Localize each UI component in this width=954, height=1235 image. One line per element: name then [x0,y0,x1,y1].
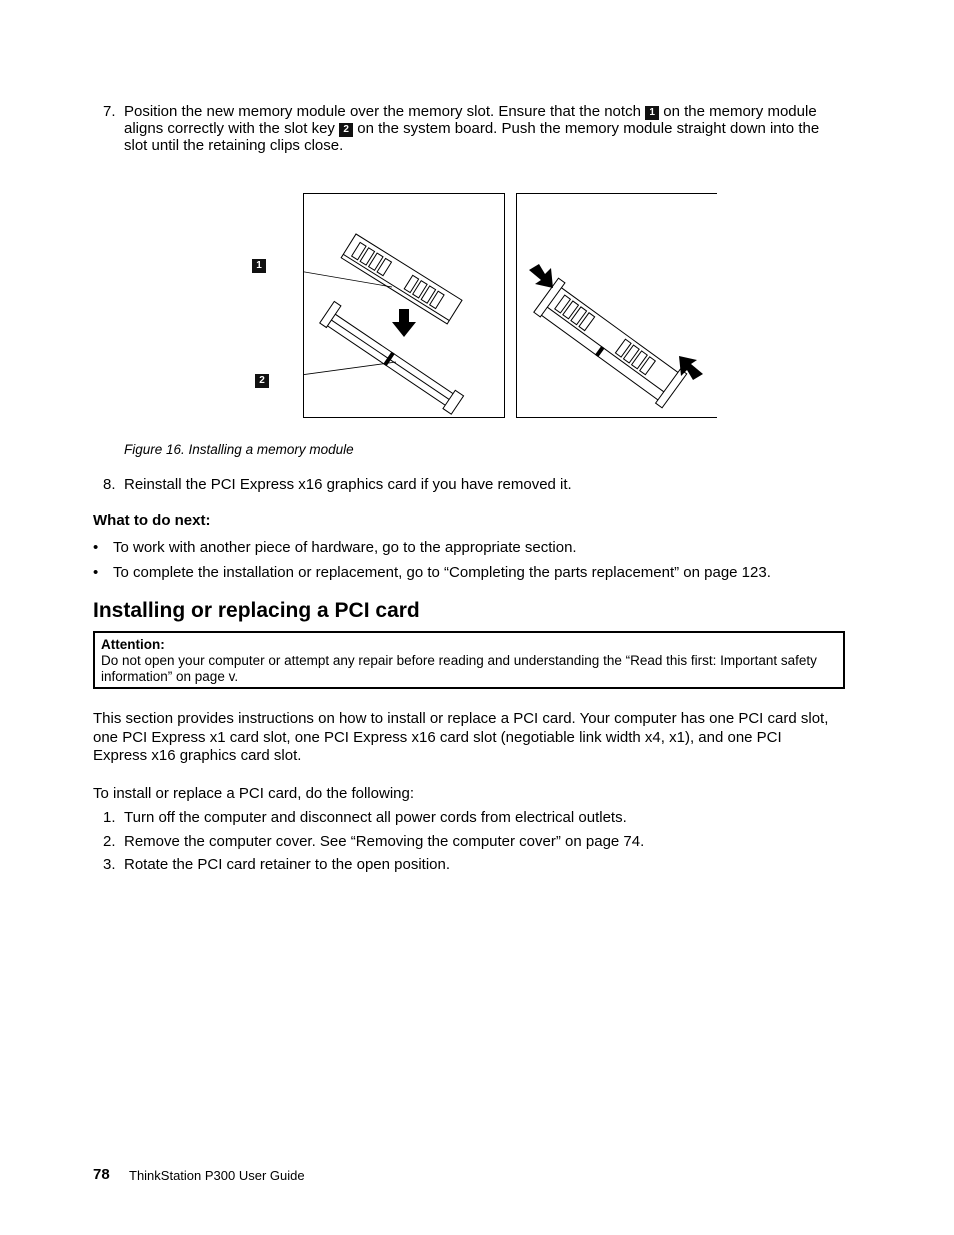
step-text: Rotate the PCI card retainer to the open position. [124,856,451,873]
attention-label: Attention: [101,637,165,652]
callout-1: 1 [645,106,659,120]
step-text: Turn off the computer and disconnect all power cords from electrical outlets. [124,809,627,826]
figure-panel-right [516,193,717,418]
bullet-dot: • [93,539,99,556]
step-number: 8. [103,476,116,493]
step-text: Position the new memory module over the memory slot. Ensure that the notch 1 on the memory module aligns correctly with the slot key 2 on the system board. Push the memory module straight down into the slot until the retaining clips close. [124,103,820,154]
pci-step-2 [103,833,843,850]
pci-step-1 [103,809,843,826]
step-number: 3. [103,856,116,873]
pci-step-3 [103,856,843,873]
step-number: 7. [103,103,116,120]
memory-module-seated-illustration [517,194,717,417]
footer-title: ThinkStation P300 User Guide [129,1168,305,1183]
step-number: 2. [103,833,116,850]
list-item: • To complete the installation or replacement, go to “Completing the parts replacement” on page 123. [93,564,771,581]
attention-box [93,631,845,689]
step-text: Reinstall the PCI Express x16 graphics card if you have removed it. [124,476,572,493]
callout-2: 2 [339,123,353,137]
page-number: 78 [93,1166,110,1183]
figure-callout-2: 2 [255,374,269,388]
lead-paragraph: To install or replace a PCI card, do the following: [93,785,414,802]
intro-paragraph: This section provides instructions on how to install or replace a PCI card. Your computer has one PCI card slot, one PCI Express x1 card slot, one PCI Express x16 card slot (negotiable link width x4, x1), and one PCI Express x16 graphics card slot. [93,710,829,764]
attention-text: Do not open your computer or attempt any repair before reading and understanding the “Read this first: Important safety information” on page v. [101,653,817,684]
list-item: • To work with another piece of hardware, go to the appropriate section. [93,539,577,556]
step-7 [103,103,843,154]
bullet-dot: • [93,564,99,581]
section-heading: Installing or replacing a PCI card [93,599,420,622]
what-next-title: What to do next: [93,512,211,529]
figure-callout-1: 1 [252,259,266,273]
figure-caption: Figure 16. Installing a memory module [124,442,354,457]
memory-module-insert-illustration [304,194,504,417]
figure-panel-left [303,193,505,418]
step-number: 1. [103,809,116,826]
step-8 [103,476,843,493]
step-text: Remove the computer cover. See “Removing the computer cover” on page 74. [124,833,645,850]
